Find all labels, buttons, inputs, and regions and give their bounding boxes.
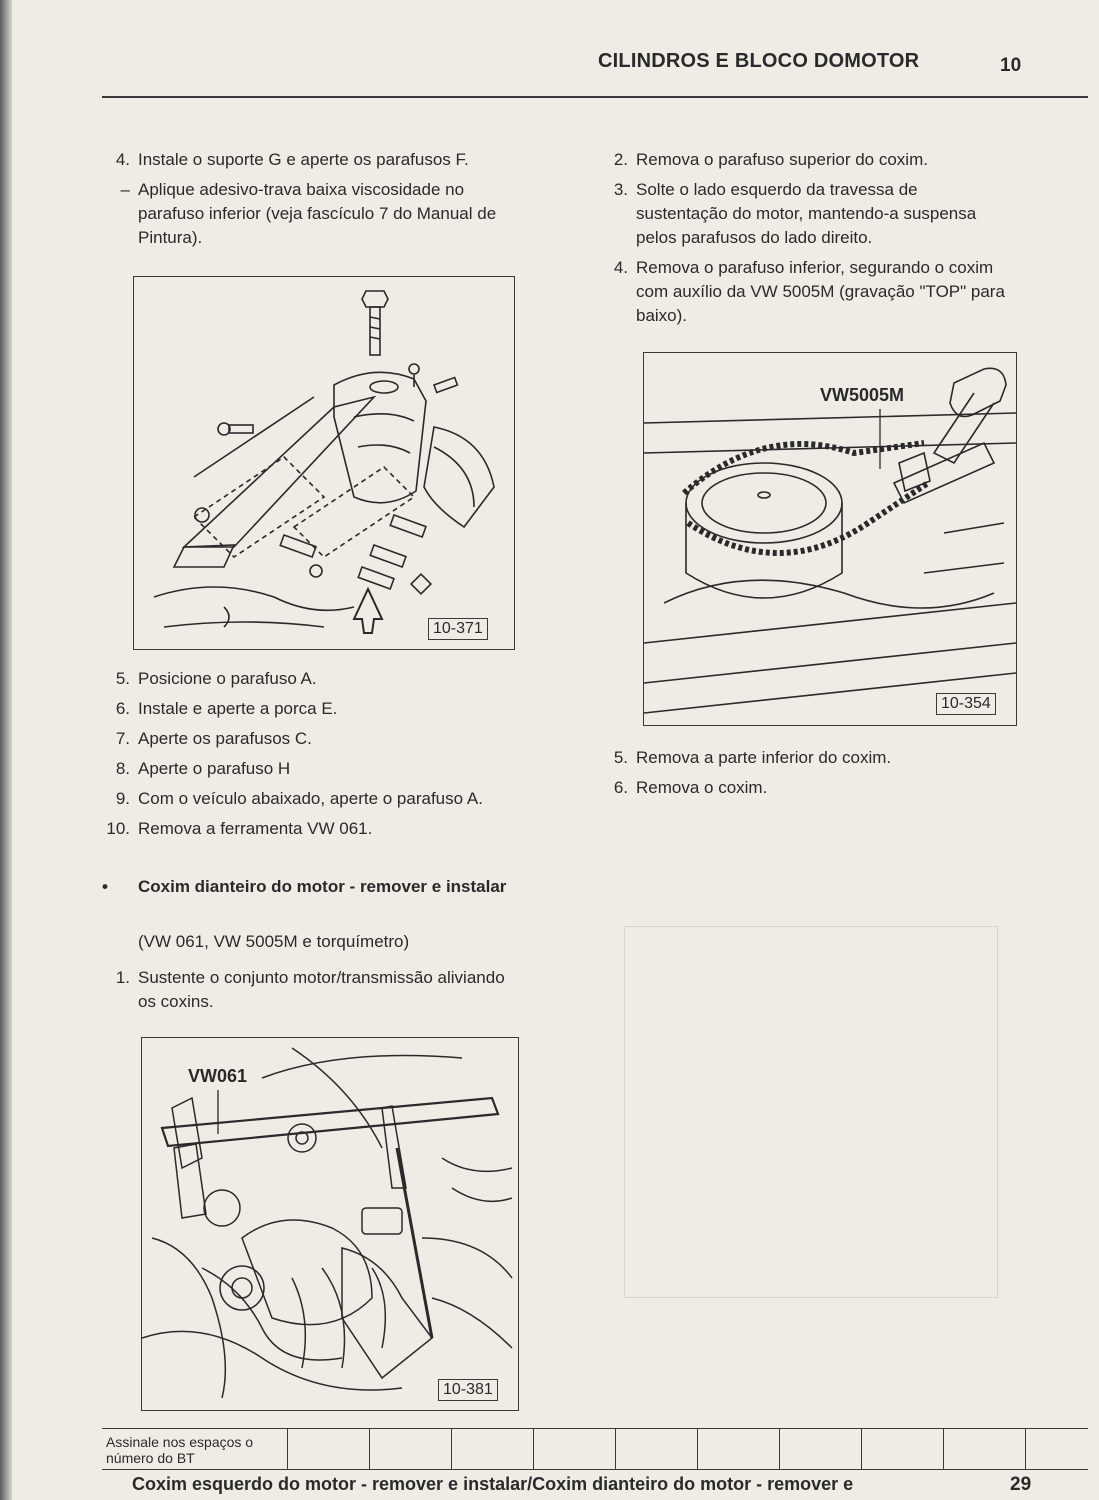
step-text: Remova a ferramenta VW 061. xyxy=(138,819,373,838)
list-item xyxy=(600,776,1000,800)
figure-label: 10-371 xyxy=(428,618,488,640)
step-number: 2. xyxy=(613,150,628,169)
figure-label: 10-381 xyxy=(438,1379,498,1401)
bt-cell-divider xyxy=(779,1429,780,1469)
step-text: Aplique adesivo-trava baixa viscosidade no parafuso inferior (veja fascículo 7 do Manual de Pintura). xyxy=(138,180,497,247)
step-text: Instale o suporte G e aperte os parafusos F. xyxy=(138,150,469,169)
bt-cell-divider xyxy=(451,1429,452,1469)
list-item xyxy=(102,817,542,841)
step-text: Remova o coxim. xyxy=(636,778,768,797)
bt-cell-divider xyxy=(287,1429,288,1469)
bt-cell-divider xyxy=(615,1429,616,1469)
step-text: Aperte o parafuso H xyxy=(138,759,291,778)
page-header-title: CILINDROS E BLOCO DOMOTOR xyxy=(598,50,920,72)
list-item xyxy=(102,667,542,691)
step-text: Instale e aperte a porca E. xyxy=(138,699,338,718)
bt-note: Assinale nos espaços o número do BT xyxy=(106,1434,254,1466)
step-text: Sustente o conjunto motor/transmissão aliviando os coxins. xyxy=(138,968,505,1011)
list-item xyxy=(102,178,522,250)
list-item xyxy=(600,746,1000,770)
step-number: 5. xyxy=(115,669,130,688)
bt-cell-divider xyxy=(697,1429,698,1469)
step-number: 3. xyxy=(613,180,628,199)
figure-10-381 xyxy=(141,1037,519,1411)
right-steps-b xyxy=(600,746,1000,806)
list-item xyxy=(102,787,542,811)
figure-10-371 xyxy=(133,276,515,650)
section-heading: Coxim dianteiro do motor - remover e instalar xyxy=(138,877,507,896)
footer-title: Coxim esquerdo do motor - remover e instalar/Coxim dianteiro do motor - remover e xyxy=(132,1474,854,1494)
step-text: Aperte os parafusos C. xyxy=(138,729,312,748)
bt-cell-divider xyxy=(943,1429,944,1469)
step-number: – xyxy=(120,180,130,199)
list-item xyxy=(102,697,542,721)
step-number: 9. xyxy=(115,789,130,808)
coxim-chain-tool-drawing xyxy=(644,353,1016,725)
bt-cell-divider xyxy=(1025,1429,1026,1469)
figure-10-354 xyxy=(643,352,1017,726)
tool-label: VW061 xyxy=(188,1066,248,1086)
left-steps-b xyxy=(102,667,542,847)
right-steps-a xyxy=(600,148,1010,334)
step-number: 1. xyxy=(115,968,130,987)
bt-signoff-box xyxy=(102,1428,1088,1470)
bt-cell-divider xyxy=(533,1429,534,1469)
list-item xyxy=(102,966,522,1014)
bt-cell-divider xyxy=(369,1429,370,1469)
left-steps-c xyxy=(102,966,522,1020)
section-number: 10 xyxy=(1000,55,1022,76)
step-number: 7. xyxy=(115,729,130,748)
page-binding-shadow xyxy=(0,0,12,1500)
step-text: Remova a parte inferior do coxim. xyxy=(636,748,892,767)
step-number: 4. xyxy=(115,150,130,169)
step-number: 10. xyxy=(106,819,130,838)
page-number: 29 xyxy=(1010,1474,1032,1495)
list-item xyxy=(600,148,1010,172)
list-item xyxy=(102,727,542,751)
engine-bay-support-drawing xyxy=(142,1038,518,1410)
step-number: 4. xyxy=(613,258,628,277)
step-number: 6. xyxy=(115,699,130,718)
list-item xyxy=(600,256,1010,328)
section-bullet: • xyxy=(102,877,108,896)
step-text: Com o veículo abaixado, aperte o parafuso A. xyxy=(138,789,483,808)
step-text: Posicione o parafuso A. xyxy=(138,669,317,688)
left-steps-a xyxy=(102,148,522,256)
figure-label: 10-354 xyxy=(936,693,996,715)
list-item xyxy=(102,148,522,172)
list-item xyxy=(102,757,542,781)
bt-cell-divider xyxy=(861,1429,862,1469)
step-text: Solte o lado esquerdo da travessa de sustentação do motor, mantendo-a suspensa pelos parafusos do lado direito. xyxy=(636,180,977,247)
tool-label: VW5005M xyxy=(820,385,905,405)
bleed-through-figure xyxy=(624,926,998,1298)
step-text: Remova o parafuso inferior, segurando o coxim com auxílio da VW 5005M (gravação "TOP" para baixo). xyxy=(636,258,1005,325)
step-number: 8. xyxy=(115,759,130,778)
engine-mount-bracket-drawing xyxy=(134,277,514,649)
step-text: Remova o parafuso superior do coxim. xyxy=(636,150,928,169)
list-item xyxy=(600,178,1010,250)
header-rule xyxy=(102,96,1088,98)
step-number: 5. xyxy=(613,748,628,767)
step-number: 6. xyxy=(613,778,628,797)
section-tools: (VW 061, VW 5005M e torquímetro) xyxy=(138,932,410,951)
